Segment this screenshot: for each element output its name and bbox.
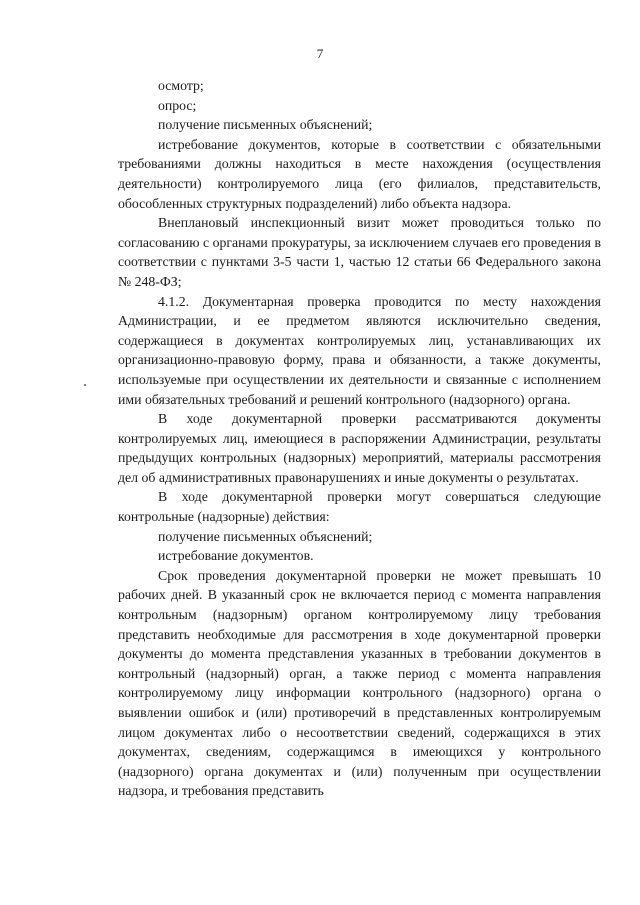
paragraph-4-1-2: 4.1.2. Документарная проверка проводится по месту нахождения Администрации, и ее предметом являются исключительно сведения, содержащиеся в документах контролируемых лиц, устанавливающих их организационно-правовую форму, права и обязанности, а также документы, используемые при осуществлении их деятельности и связанные с исполнением ими обязательных требований и решений контрольного (надзорного) органа. [118, 293, 601, 407]
paragraph-review-period: Срок проведения документарной проверки не может превышать 10 рабочих дней. В указанный срок не включается период с момента направления контрольным (надзорным) органом контролируемому лицу требования представить необходимые для рассмотрения в ходе документарной проверки документы до момента представления указанных в требовании документов в контрольный (надзорный) орган, а также период с момента направления контролируемому лицу информации контрольного (надзорного) органа о выявлении ошибок и (или) противоречий в представленных контролируемым лицом документах либо о несоответствии сведений, содержащихся в этих документах, сведениям, содержащимся в имеющихся у контрольного (надзорного) органа документах и (или) полученным при осуществлении надзора, и требования представить [118, 567, 601, 799]
paragraph-review-scope: В ходе документарной проверки рассматриваются документы контролируемых лиц, имеющиеся в распоряжении Администрации, результаты предыдущих контрольных (надзорных) мероприятий, материалы рассмотрения дел об административных правонарушениях и иные документы о результатах. [118, 411, 601, 485]
list-item-document-request: истребование документов, которые в соответствии с обязательными требованиями должны находиться в месте нахождения (осуществления деятельности) контролируемого лица (его филиалов, представительств, обособленных структурных подразделений) либо объекта надзора. [118, 136, 601, 211]
scan-speck [84, 384, 86, 386]
list-item-survey: опрос; [158, 97, 197, 113]
list-item-inspection: осмотр; [158, 78, 204, 93]
paragraph-unscheduled-visit: Внеплановый инспекционный визит может проводиться только по согласованию с органами прокуратуры, за исключением случаев его проведения в соответствии с пунктами 3-5 части 1, частью 12 статьи 66 Федерального закона № 248-ФЗ; [118, 215, 601, 289]
list-item-written-explanations: получение письменных объяснений; [158, 117, 373, 133]
page-number: 7 [316, 46, 324, 61]
document-body [118, 76, 601, 801]
list-item-document-request-2: истребование документов. [158, 548, 314, 564]
list-item-written-explanations-2: получение письменных объяснений; [158, 528, 373, 544]
paragraph-control-actions: В ходе документарной проверки могут совершаться следующие контрольные (надзорные) действия: [118, 489, 601, 525]
